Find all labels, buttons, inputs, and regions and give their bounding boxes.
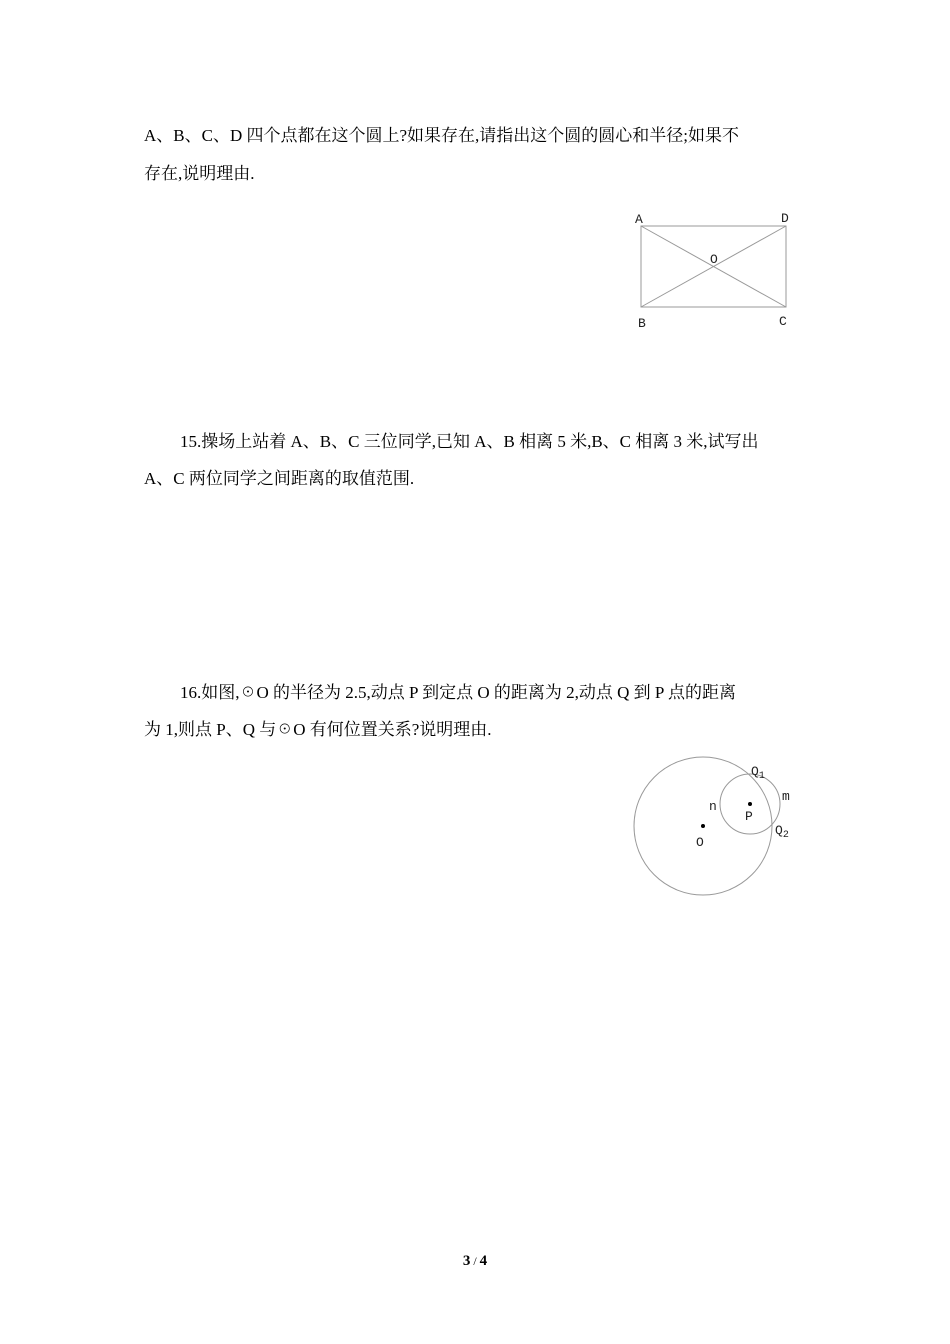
point-label-q1: $Q_1$ [751,764,765,782]
vertex-label-c: C [779,314,787,329]
center-point-o [701,824,705,828]
page-current: 3 [462,1253,471,1269]
arc-label-n: n [709,799,717,814]
page-number [0,1253,950,1270]
vertex-label-b: B [638,316,646,331]
point-label-p: P [745,809,753,824]
problem16-text-line1: 16.如图,☉O 的半径为 2.5,动点 P 到定点 O 的距离为 2,动点 Q 到 P 点的距离 [180,683,736,702]
problem14-text-line1: A、B、C、D 四个点都在这个圆上?如果存在,请指出这个圆的圆心和半径;如果不 [144,126,739,145]
arc-label-m: m [782,789,790,804]
center-label-o: O [710,252,718,267]
problem15-text-line2: A、C 两位同学之间距离的取值范围. [144,469,415,488]
rectangle-diagram [630,208,820,338]
circles-diagram [625,752,815,902]
point-label-q2: $Q_2$ [775,823,789,841]
vertex-label-a: A [635,212,643,227]
page-separator: / [473,1254,477,1268]
vertex-label-d: D [781,211,789,226]
problem15-text-line1: 15.操场上站着 A、B、C 三位同学,已知 A、B 相离 5 米,B、C 相离 3 米,试写出 [180,432,759,451]
page-total: 4 [479,1253,488,1269]
problem14-text-line2: 存在,说明理由. [144,164,255,183]
point-p [748,802,752,806]
point-label-o: O [696,835,704,850]
problem16-text-line2: 为 1,则点 P、Q 与☉O 有何位置关系?说明理由. [144,720,492,739]
